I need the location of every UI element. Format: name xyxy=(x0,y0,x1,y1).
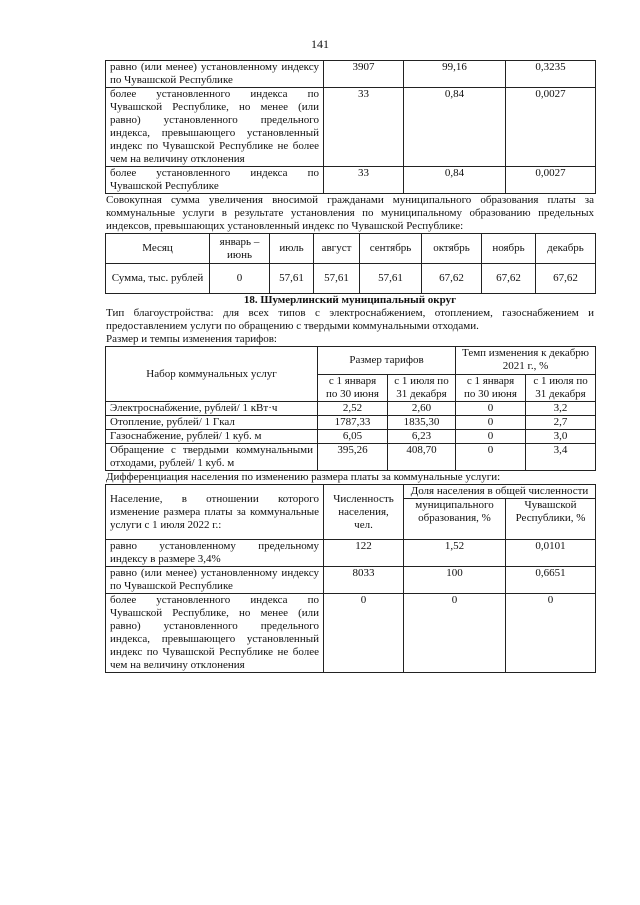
month-dec: декабрь xyxy=(536,234,596,264)
municipal-share: 0,84 xyxy=(404,167,506,194)
sum-label: Сумма, тыс. рублей xyxy=(106,264,210,294)
differentiation-paragraph: Дифференциация населения по изменению размера платы за коммунальные услуги: xyxy=(106,471,501,483)
sum-value: 57,61 xyxy=(314,264,360,294)
table-row xyxy=(106,594,596,673)
population-count: 8033 xyxy=(324,567,404,594)
tariffs-table xyxy=(105,346,596,471)
size-jul: 2,60 xyxy=(388,402,456,416)
municipal-share: 1,52 xyxy=(404,540,506,567)
sum-value: 0 xyxy=(210,264,270,294)
population-count: 33 xyxy=(324,88,404,167)
rate-jul: 3,4 xyxy=(526,444,596,471)
table-row xyxy=(106,264,596,294)
rate-jul: 3,2 xyxy=(526,402,596,416)
improvement-type-paragraph: Тип благоустройства: для всех типов с электроснабжением, отоплением, газоснабжением и предоставлением услуги по обращению с твердыми коммунальными отходами. xyxy=(106,307,594,332)
row-label: более установленного индекса по Чувашской Республике xyxy=(106,167,324,194)
table-header-row xyxy=(106,234,596,264)
table-row xyxy=(106,88,596,167)
population-count: 33 xyxy=(324,167,404,194)
rate-jan: 0 xyxy=(456,402,526,416)
sum-value: 57,61 xyxy=(270,264,314,294)
municipal-share: 100 xyxy=(404,567,506,594)
republic-share: 0 xyxy=(506,594,596,673)
population-header: Население, в отношении которого изменение размера платы за коммунальные услуги с 1 июля 2022 г.: xyxy=(106,485,324,540)
rate-jul: 3,0 xyxy=(526,430,596,444)
municipal-share-header: муниципального образования, % xyxy=(404,499,506,540)
month-jan-jun: январь – июнь xyxy=(210,234,270,264)
size-jan: 2,52 xyxy=(318,402,388,416)
table-header-row xyxy=(106,485,596,499)
size-jul: 408,70 xyxy=(388,444,456,471)
size-jan: 6,05 xyxy=(318,430,388,444)
month-sep: сентябрь xyxy=(360,234,422,264)
republic-share: 0,0027 xyxy=(506,167,596,194)
row-label: равно (или менее) установленному индексу по Чувашской Республике xyxy=(106,61,324,88)
republic-share: 0,0027 xyxy=(506,88,596,167)
size-jan: 1787,33 xyxy=(318,416,388,430)
share-header: Доля населения в общей численности xyxy=(404,485,596,499)
section-heading: 18. Шумерлинский муниципальный округ xyxy=(243,294,457,306)
municipal-share: 99,16 xyxy=(404,61,506,88)
municipal-share: 0 xyxy=(404,594,506,673)
table-row xyxy=(106,416,596,430)
page-content xyxy=(105,60,595,673)
population-count: 0 xyxy=(324,594,404,673)
service-name: Газоснабжение, рублей/ 1 куб. м xyxy=(106,430,318,444)
table-row xyxy=(106,567,596,594)
sum-value: 67,62 xyxy=(482,264,536,294)
services-header: Набор коммунальных услуг xyxy=(106,347,318,402)
republic-share: 0,0101 xyxy=(506,540,596,567)
size-jan-header: с 1 января по 30 июня xyxy=(318,375,388,402)
service-name: Отопление, рублей/ 1 Гкал xyxy=(106,416,318,430)
service-name: Электроснабжение, рублей/ 1 кВт·ч xyxy=(106,402,318,416)
month-oct: октябрь xyxy=(422,234,482,264)
size-jul: 1835,30 xyxy=(388,416,456,430)
sum-value: 57,61 xyxy=(360,264,422,294)
rate-jan: 0 xyxy=(456,416,526,430)
row-label: равно установленному предельному индексу в размере 3,4% xyxy=(106,540,324,567)
total-increase-paragraph: Совокупная сумма увеличения вносимой гражданами муниципального образования платы за коммунальные услуги в результате установления по муниципальному образованию предельных индексов, превышающих установленный индекс по Чувашской Республике: xyxy=(106,194,594,232)
population-table xyxy=(105,484,596,673)
table-header-row xyxy=(106,347,596,375)
municipal-share: 0,84 xyxy=(404,88,506,167)
row-label: более установленного индекса по Чувашской Республике, но менее (или равно) установленного предельного индекса, превышающего установленный индекс по Чувашской Республике не более чем на величину отклонения xyxy=(106,594,324,673)
monthly-sum-table xyxy=(105,233,596,294)
rate-jan: 0 xyxy=(456,444,526,471)
change-rate-header: Темп изменения к декабрю 2021 г., % xyxy=(456,347,596,375)
tariff-size-header: Размер тарифов xyxy=(318,347,456,375)
rate-jul-header: с 1 июля по 31 декабря xyxy=(526,375,596,402)
month-aug: август xyxy=(314,234,360,264)
republic-share: 0,6651 xyxy=(506,567,596,594)
population-table-continued xyxy=(105,60,596,194)
table-row xyxy=(106,402,596,416)
service-name: Обращение с твердыми коммунальными отходами, рублей/ 1 куб. м xyxy=(106,444,318,471)
sum-value: 67,62 xyxy=(536,264,596,294)
month-jul: июль xyxy=(270,234,314,264)
table-row xyxy=(106,61,596,88)
month-header: Месяц xyxy=(106,234,210,264)
rate-jan: 0 xyxy=(456,430,526,444)
table-row xyxy=(106,167,596,194)
tariffs-intro-paragraph: Размер и темпы изменения тарифов: xyxy=(106,333,277,345)
rate-jan-header: с 1 января по 30 июня xyxy=(456,375,526,402)
population-count: 122 xyxy=(324,540,404,567)
page-number: 141 xyxy=(311,37,329,51)
republic-share: 0,3235 xyxy=(506,61,596,88)
size-jul: 6,23 xyxy=(388,430,456,444)
count-header: Численность населения, чел. xyxy=(324,485,404,540)
republic-share-header: Чувашской Республики, % xyxy=(506,499,596,540)
row-label: равно (или менее) установленному индексу по Чувашской Республике xyxy=(106,567,324,594)
population-count: 3907 xyxy=(324,61,404,88)
size-jul-header: с 1 июля по 31 декабря xyxy=(388,375,456,402)
size-jan: 395,26 xyxy=(318,444,388,471)
sum-value: 67,62 xyxy=(422,264,482,294)
month-nov: ноябрь xyxy=(482,234,536,264)
table-row xyxy=(106,540,596,567)
rate-jul: 2,7 xyxy=(526,416,596,430)
table-row xyxy=(106,430,596,444)
row-label: более установленного индекса по Чувашской Республике, но менее (или равно) установленного предельного индекса, превышающего установленный индекс по Чувашской Республике не более чем на величину отклонения xyxy=(106,88,324,167)
table-row xyxy=(106,444,596,471)
